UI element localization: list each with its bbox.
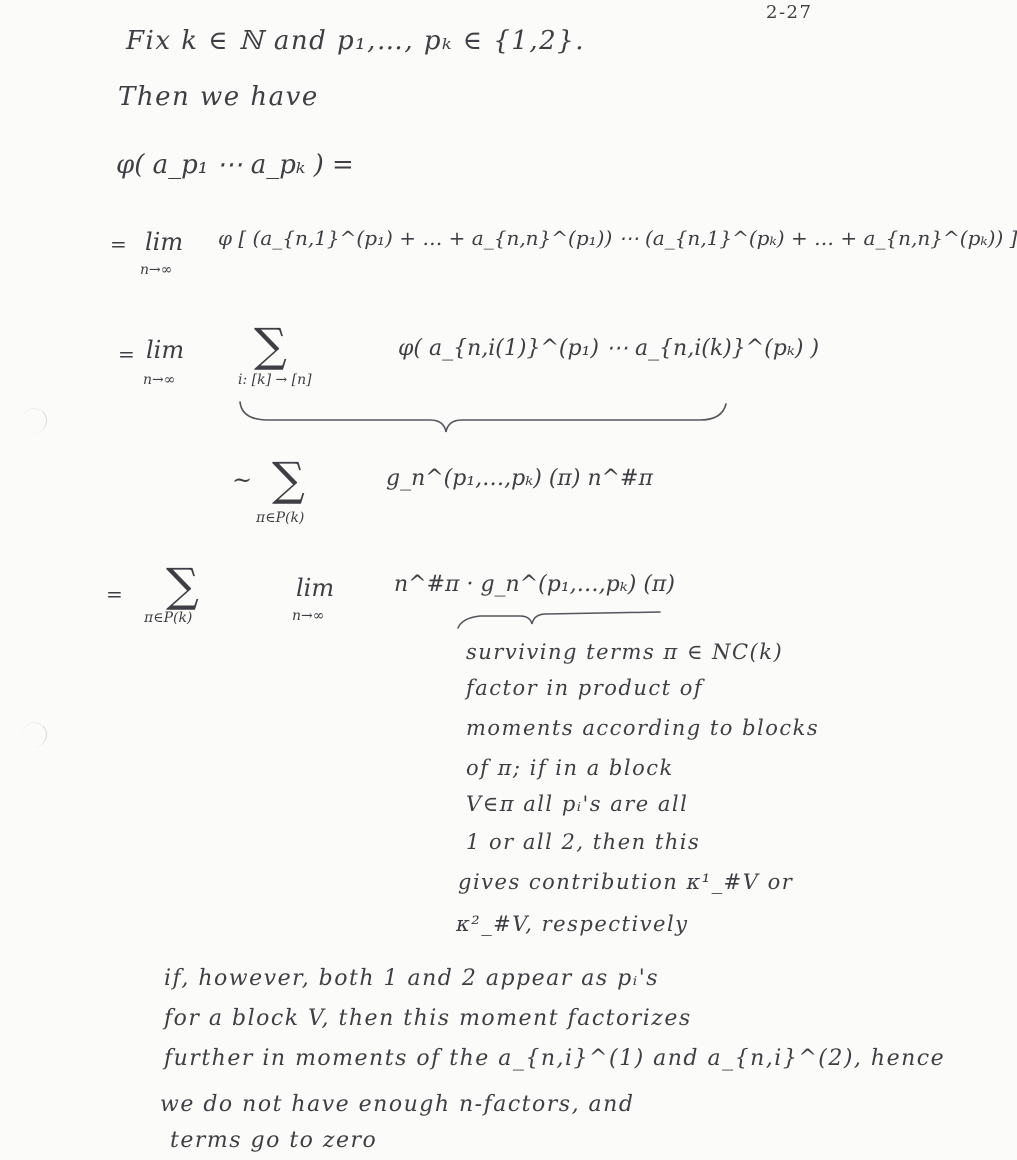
footer-line: terms go to zero (170, 1128, 378, 1153)
underbrace-step2 (240, 402, 726, 432)
annotation-line: gives contribution κ¹_#V or (458, 870, 794, 894)
brace-approx: ~ (232, 466, 253, 494)
footer-line: if, however, both 1 and 2 appear as pᵢ's (164, 966, 660, 991)
footer-line: we do not have enough n-factors, and (160, 1092, 635, 1117)
underbrace-step3 (458, 612, 660, 628)
step3-lim: lim (296, 574, 335, 602)
intro-line-2: Then we have (118, 82, 319, 112)
brace-sum-subscript: π∈P(k) (256, 510, 305, 526)
intro-line-1: Fix k ∈ ℕ and p₁,…, pₖ ∈ {1,2}. (126, 26, 585, 56)
step3-lim-subscript: n→∞ (292, 608, 325, 624)
step2-sum-symbol: ∑ (254, 318, 287, 372)
step3-body: n^#π · g_n^(p₁,…,pₖ) (π) (394, 572, 675, 597)
step3-sum-symbol: ∑ (166, 558, 199, 612)
step3-equals: = (106, 582, 123, 606)
footer-line: for a block V, then this moment factorizes (164, 1006, 692, 1031)
annotation-line: factor in product of (466, 676, 704, 700)
step2-sum-subscript: i: [k] → [n] (238, 372, 312, 388)
step2-lim: lim (146, 336, 185, 364)
step1-body: φ [ (a_{n,1}^(p₁) + … + a_{n,n}^(p₁)) ⋯ (a_{n,1}^(pₖ) + … + a_{n,n}^(pₖ)) ] (218, 226, 1017, 250)
step1-lim-subscript: n→∞ (140, 262, 173, 278)
annotation-line: moments according to blocks (466, 716, 820, 740)
annotation-line: surviving terms π ∈ NC(k) (466, 640, 784, 664)
step1-lim: lim (145, 228, 184, 256)
step2-equals: = (118, 342, 135, 366)
step3-sum-subscript: π∈P(k) (144, 610, 193, 626)
equation-lhs: φ( a_p₁ ⋯ a_pₖ ) = (116, 150, 354, 180)
step2-body: φ( a_{n,i(1)}^(p₁) ⋯ a_{n,i(k)}^(pₖ) ) (398, 336, 820, 361)
annotation-line: 1 or all 2, then this (466, 830, 701, 854)
brace-sum-symbol: ∑ (272, 452, 305, 506)
page-number-marker: 2-27 (766, 2, 813, 23)
step1-equals: = (110, 232, 127, 256)
brace-body: g_n^(p₁,…,pₖ) (π) n^#π (386, 466, 653, 491)
footer-line: further in moments of the a_{n,i}^(1) and a_{n,i}^(2), hence (164, 1046, 946, 1071)
annotation-line: of π; if in a block (466, 756, 674, 780)
annotation-line: κ²_#V, respectively (456, 912, 689, 936)
step2-lim-subscript: n→∞ (143, 372, 176, 388)
annotation-line: V∈π all pᵢ's are all (466, 792, 689, 816)
